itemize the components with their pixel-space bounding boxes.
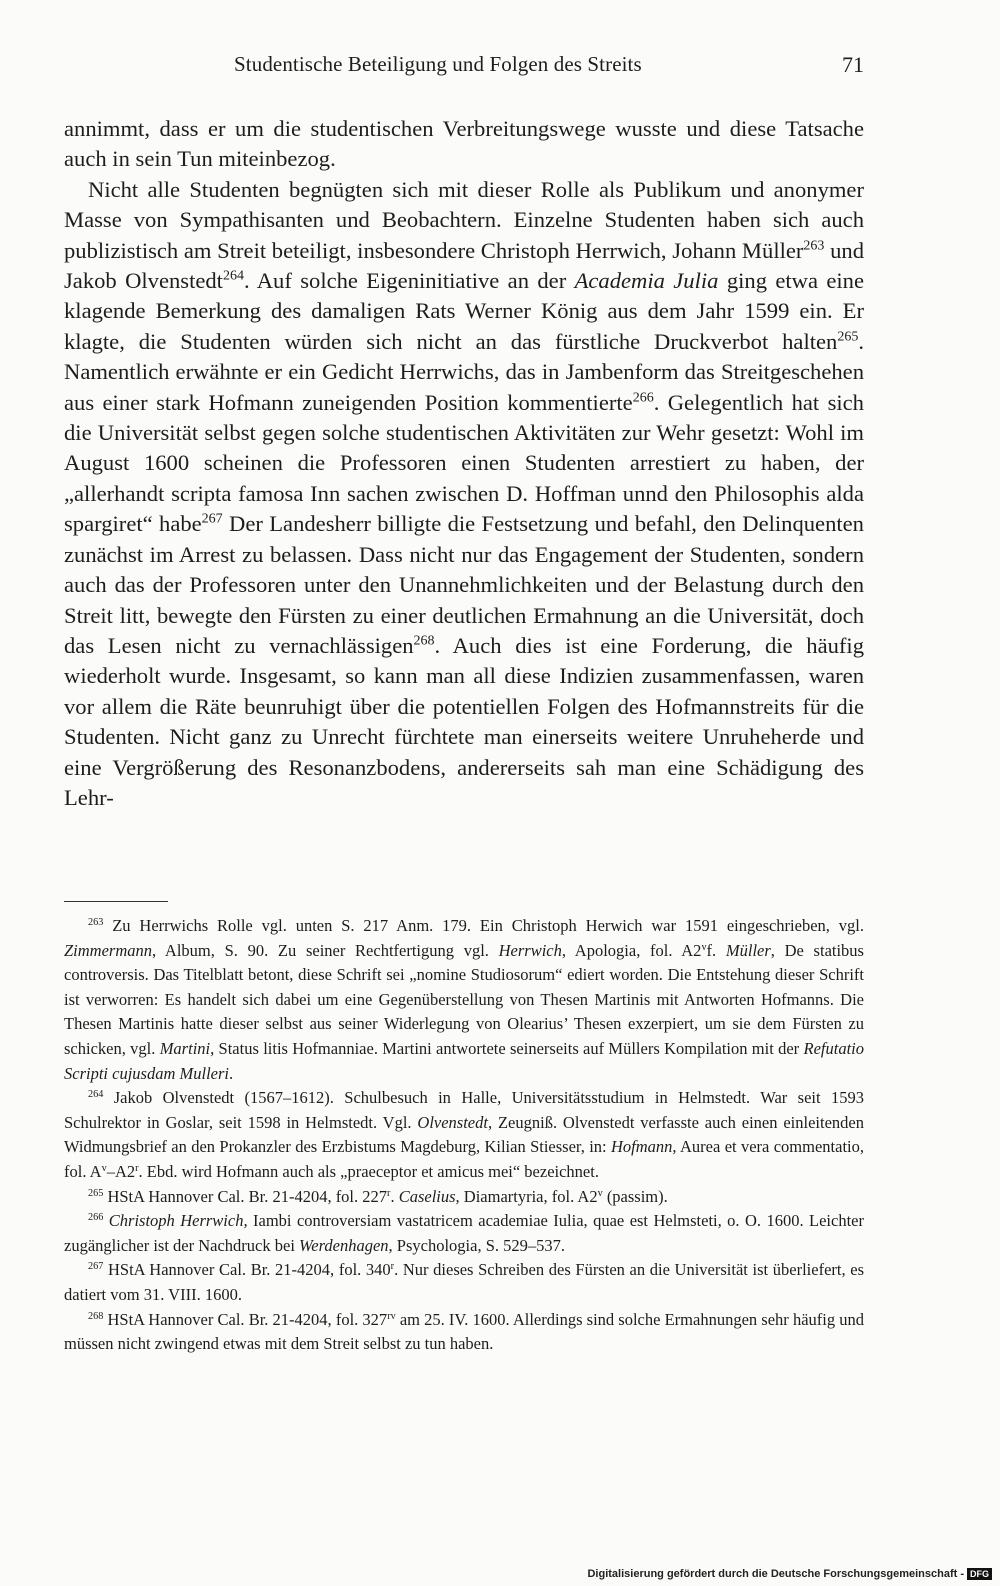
footnote-266: $^{266}$ Christoph Herrwich, Iambi controversiam vastatricem academiae Iulia, quae est Helmsteti, o. O. 1600. Leichter zugänglicher ist der Nachdruck bei Werdenhagen, Psychologia, S. 529–537. — [64, 1211, 864, 1255]
digitization-credit — [587, 1568, 992, 1580]
footnote-263: $^{263}$ Zu Herrwichs Rolle vgl. unten S. 217 Anm. 179. Ein Christoph Herwich war 1591 eingeschrieben, vgl. Zimmermann, Album, S. 90. Zu seiner Rechtfertigung vgl. Herrwich, Apologia, fol. A2$^v$f. Müller, De statibus controversis. Das Titelblatt betont, diese Schrift sei „nomine Studiosorum“ ediert worden. Die Entstehung dieser Schrift ist verworren: Es handelt sich dabei um eine Gegenüberstellung von Thesen Martinis mit Antworten Hofmanns. Die Thesen Martinis hatte dieser selbst aus seiner Widerlegung von Olearius’ Thesen exzerpiert, um sie dem Fürsten zu schicken, vgl. Martini, Status litis Hofmanniae. Martini antwortete seinerseits auf Müllers Kompilation mit der Refutatio Scripti cujusdam Mulleri. — [64, 916, 864, 1083]
footnote-ref-267[interactable]: 267 — [201, 511, 223, 527]
paragraph-1: annimmt, dass er um die studentischen Verbreitungswege wusste und diese Tatsache auch in sein Tun miteinbezog. — [64, 116, 864, 172]
footnote-ref-268[interactable]: 268 — [413, 633, 435, 649]
footnote-ref-264[interactable]: 264 — [222, 268, 244, 284]
footnote-264: $^{264}$ Jakob Olvenstedt (1567–1612). Schulbesuch in Halle, Universitätsstudium in Helmstedt. War seit 1593 Schulrektor in Goslar, seit 1598 in Helmstedt. Vgl. Olvenstedt, Zeugniß. Olvenstedt verfasste auch einen einleitenden Widmungsbrief an den Prokanzler des Erzbistums Magdeburg, Kilian Stiesser, in: Hofmann, Aurea et vera commentatio, fol. $A^v-A2^r$. Ebd. wird Hofmann auch als „praeceptor et amicus mei“ bezeichnet. — [64, 1088, 864, 1181]
paragraph-2: Nicht alle Studenten begnügten sich mit dieser Rolle als Publikum und anonymer Masse von Sympathisanten und Beobachtern. Einzelne Studenten haben sich auch publizistisch am Streit beteiligt, insbesondere Christoph Herrwich, Johann Müller$^{263}$ und Jakob Olvenstedt$^{264}$. Auf solche Eigeninitiative an der Academia Julia ging etwa eine klagende Bemerkung des damaligen Rats Werner König aus dem Jahr 1599 ein. Er klagte, die Studenten würden sich nicht an das fürstliche Druckverbot halten$^{265}$. Namentlich erwähnte er ein Gedicht Herrwichs, das in Jambenform das Streitgeschehen aus einer stark Hofmann zuneigenden Position kommentierte$^{266}$. Gelegentlich hat sich die Universität selbst gegen solche studentischen Aktivitäten zur Wehr gesetzt: Wohl im August 1600 scheinen die Professoren einen Studenten arrestiert zu haben, der „allerhandt scripta famosa Inn sachen zwischen D. Hoffman unnd den Philosophis alda spargiret“ habe$^{267}$ Der Landesherr billigte die Festsetzung und befahl, den Delinquenten zunächst im Arrest zu belassen. Dass nicht nur das Engagement der Studenten, sondern auch das der Professoren unter den Unannehmlichkeiten und der Belastung durch den Streit litt, bewegte den Fürsten zu einer deutlichen Ermahnung an die Universität, doch das Lesen nicht zu vernachlässigen$^{268}$. Auch dies ist eine Forderung, die häufig wiederholt wurde. Insgesamt, so kann man all diese Indizien zusammenfassen, waren vor allem die Räte beunruhigt über die potentiellen Folgen des Hofmannstreits für die Studenten. Nicht ganz zu Unrecht fürchtete man einerseits weitere Unruheherde und eine Vergrößerung des Resonanzbodens, andererseits sah man eine Schädigung des Lehr- — [64, 176, 864, 810]
footnote-267: $^{267}$ HStA Hannover Cal. Br. 21-4204, fol. 340$^r$. Nur dieses Schreiben des Fürsten an die Universität ist überliefert, es datiert vom 31. VIII. 1600. — [64, 1260, 864, 1304]
footnote-separator — [64, 901, 168, 902]
footnote-ref-263[interactable]: 263 — [803, 238, 825, 254]
body-text — [64, 114, 864, 813]
credit-text: Digitalisierung gefördert durch die Deutsche Forschungsgemeinschaft - — [587, 1567, 964, 1580]
footnote-ref-265[interactable]: 265 — [837, 329, 859, 345]
footnote-ref-266[interactable]: 266 — [632, 390, 654, 406]
page-header — [64, 52, 864, 92]
footnotes — [64, 914, 864, 1357]
footnote-265: $^{265}$ HStA Hannover Cal. Br. 21-4204, fol. 227$^r$. Caselius, Diamartyria, fol. A2$^v$ (passim). — [88, 1186, 668, 1206]
dfg-logo: DFG — [967, 1568, 992, 1580]
footnote-268: $^{268}$ HStA Hannover Cal. Br. 21-4204, fol. $327^{rv}$ am 25. IV. 1600. Allerdings sind solche Ermahnungen sehr häufig und müssen nicht zwingend etwas mit dem Streit selbst zu tun haben. — [64, 1309, 864, 1354]
running-title: Studentische Beteiligung und Folgen des Streits — [234, 52, 642, 76]
page-number: 71 — [842, 52, 864, 77]
